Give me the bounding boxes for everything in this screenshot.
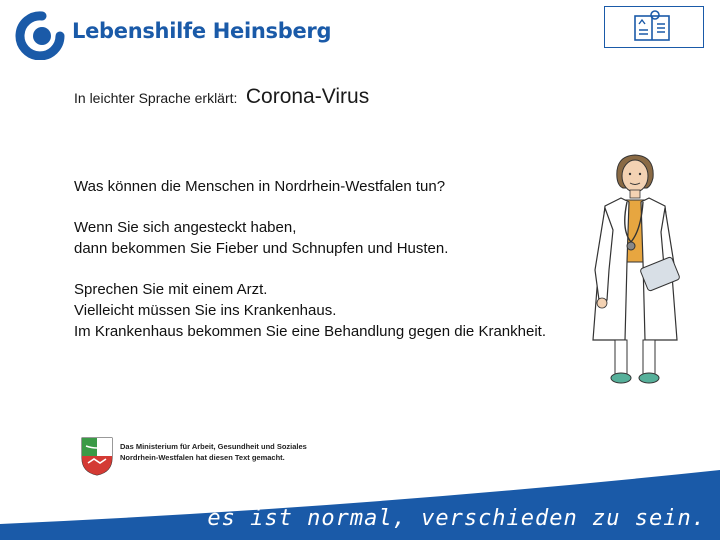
paragraph-line: dann bekommen Sie Fieber und Schnupfen und Husten.	[74, 240, 449, 257]
paragraph-line: Vielleicht müssen Sie ins Krankenhaus.	[74, 302, 337, 319]
footer-slogan: es ist normal, verschieden zu sein.	[207, 506, 706, 531]
leichte-sprache-badge	[604, 6, 704, 48]
brand-name: Lebenshilfe Heinsberg	[72, 19, 332, 43]
paragraph-line: Im Krankenhaus bekommen Sie eine Behandlung gegen die Krankheit.	[74, 323, 546, 340]
lebenshilfe-logo-icon	[12, 10, 68, 60]
subtitle	[74, 85, 369, 109]
doctor-illustration	[585, 150, 690, 390]
leichte-sprache-icon	[631, 10, 677, 44]
paragraph-line: Sprechen Sie mit einem Arzt.	[74, 281, 268, 298]
subtitle-topic: Corona-Virus	[245, 85, 370, 108]
ministry-line: Das Ministerium für Arbeit, Gesundheit und Soziales	[120, 442, 307, 451]
ministry-line: Nordrhein-Westfalen hat diesen Text gemacht.	[120, 453, 285, 462]
subtitle-prefix: In leichter Sprache erklärt:	[74, 90, 238, 106]
question-heading: Was können die Menschen in Nordrhein-Westfalen tun?	[74, 178, 446, 195]
paragraph-line: Wenn Sie sich angesteckt haben,	[74, 219, 297, 236]
main-text	[74, 176, 594, 342]
brand-logo	[12, 10, 332, 60]
